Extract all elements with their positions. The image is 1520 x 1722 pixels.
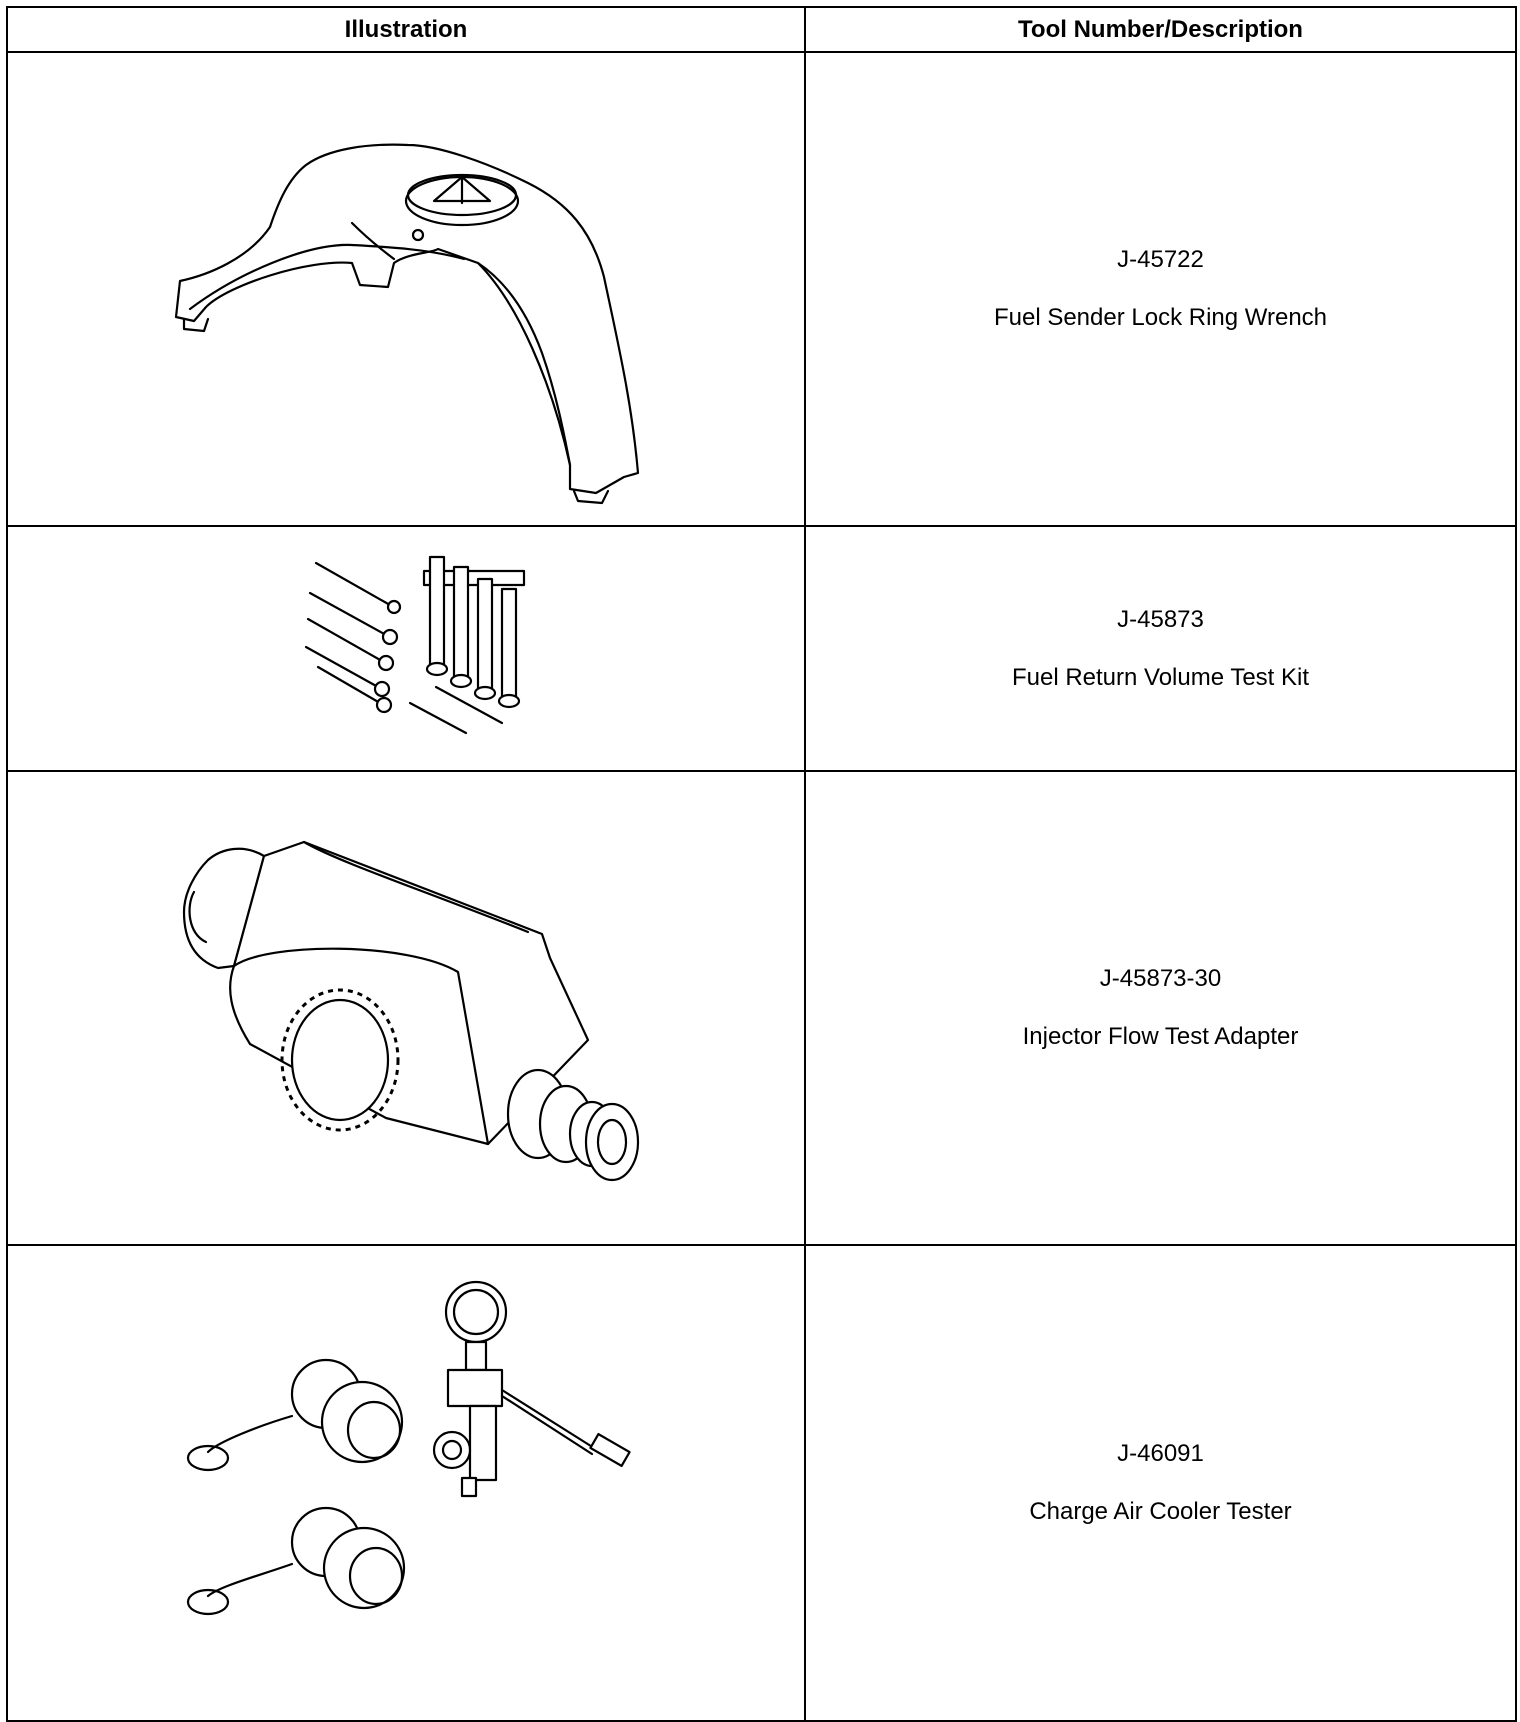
tool-description-cell xyxy=(805,52,1516,526)
tool-name: Charge Air Cooler Tester xyxy=(1029,1498,1292,1525)
table-row xyxy=(7,526,1516,771)
tool-number: J-45873 xyxy=(1117,605,1204,633)
table-header-row xyxy=(7,7,1516,52)
table-row xyxy=(7,1245,1516,1721)
tool-name: Injector Flow Test Adapter xyxy=(1022,1023,1299,1050)
table-row xyxy=(7,771,1516,1245)
charge-air-cooler-tester-icon xyxy=(8,1246,804,1720)
tool-name: Fuel Return Volume Test Kit xyxy=(1011,663,1310,691)
illustration-cell xyxy=(7,52,805,526)
header-illustration: Illustration xyxy=(7,7,805,52)
illustration-cell xyxy=(7,771,805,1245)
injector-flow-adapter-icon xyxy=(8,772,804,1244)
tool-number: J-45722 xyxy=(1117,246,1204,273)
illustration-cell xyxy=(7,1245,805,1721)
table-row xyxy=(7,52,1516,526)
fuel-return-test-kit-icon xyxy=(8,527,804,770)
lock-ring-wrench-icon xyxy=(8,53,804,525)
illustration-cell xyxy=(7,526,805,771)
tool-name: Fuel Sender Lock Ring Wrench xyxy=(993,304,1328,331)
tool-number: J-46091 xyxy=(1117,1440,1204,1467)
tools-table xyxy=(6,6,1517,1722)
tool-description-cell xyxy=(805,1245,1516,1721)
tool-description-cell xyxy=(805,771,1516,1245)
header-tool-description: Tool Number/Description xyxy=(805,7,1516,52)
tool-description-cell xyxy=(805,526,1516,771)
tool-number: J-45873-30 xyxy=(1099,965,1222,992)
